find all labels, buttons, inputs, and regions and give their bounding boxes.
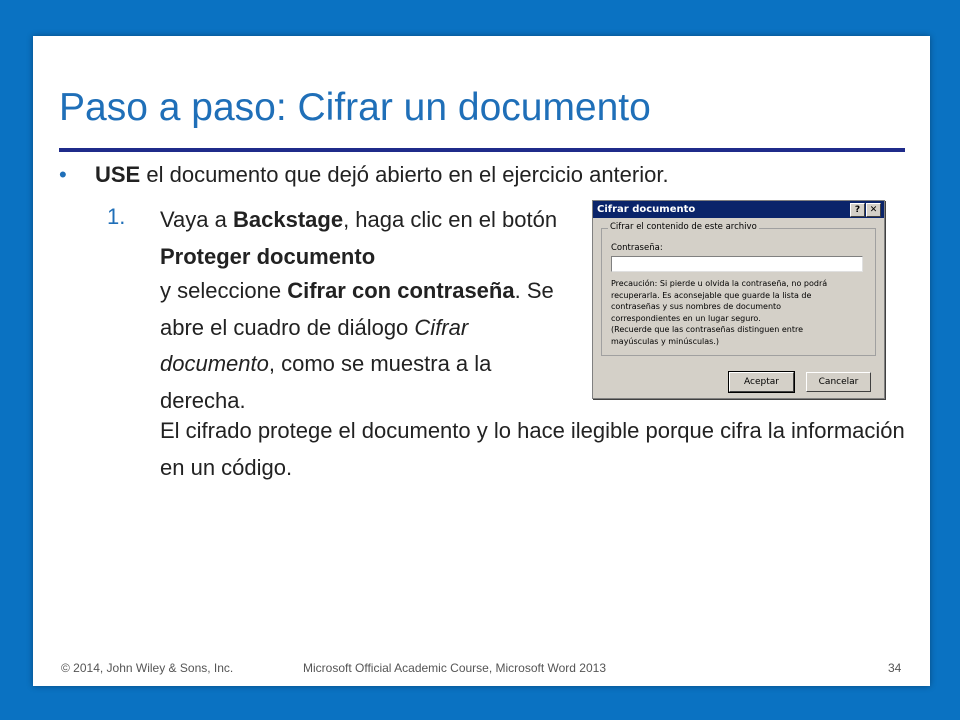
bullet-bold: USE [95, 162, 141, 187]
warning-line: mayúsculas y minúsculas.) [611, 336, 719, 346]
dialog-title: Cifrar documento [597, 204, 696, 215]
step-bold-backstage: Backstage [232, 207, 344, 232]
bullet-marker: • [59, 162, 67, 187]
warning-line: Precaución: Si pierde u olvida la contraseña, no podrá [611, 279, 828, 288]
footer-page-number: 34 [888, 661, 902, 675]
footer-copyright: © 2014, John Wiley & Sons, Inc. [61, 661, 234, 675]
bullet-text: el documento que dejó abierto en el ejercicio anterior. [140, 162, 669, 187]
step-number: 1. [107, 204, 126, 229]
warning-line: correspondientes en un lugar seguro. [611, 313, 761, 323]
close-icon[interactable]: ✕ [866, 203, 881, 217]
warning-line: recuperarla. Es aconsejable que guarde la lista de [611, 290, 812, 300]
warning-line: (Recuerde que las contraseñas distinguen entre [611, 325, 803, 334]
group-label: Cifrar el contenido de este archivo [610, 222, 757, 232]
cancel-button[interactable]: Cancelar [806, 372, 871, 392]
step-text-5: , como se muestra a la derecha. [160, 351, 492, 413]
warning-text [611, 278, 871, 347]
title-divider [59, 148, 905, 152]
dialog-titlebar [593, 201, 884, 218]
encrypt-group [601, 222, 876, 356]
step-italic-dialog: Cifrar documento [160, 314, 469, 376]
help-icon[interactable]: ? [850, 203, 865, 217]
step-text-1: Vaya a [160, 207, 233, 232]
step-text-4: . Se abre el cuadro de diálogo [160, 278, 554, 340]
encrypt-dialog [592, 200, 885, 399]
step-bold-encrypt: Cifrar con contraseña [287, 278, 515, 303]
password-field[interactable] [611, 256, 863, 272]
step-text-3: y seleccione [160, 278, 288, 303]
footer-course: Microsoft Official Academic Course, Microsoft Word 2013 [303, 661, 606, 675]
slide-title: Paso a paso: Cifrar un documento [59, 86, 651, 129]
step-continuation [160, 273, 560, 419]
step-extra-paragraph: El cifrado protege el documento y lo hace ilegible porque cifra la información en un código. [160, 418, 905, 480]
step-text-2: , haga clic en el botón [343, 207, 558, 232]
ok-button[interactable]: Aceptar [729, 372, 794, 392]
step-bold-protect: Proteger documento [160, 243, 376, 269]
step-line [160, 273, 560, 419]
bullet-item [59, 162, 669, 188]
password-label: Contraseña: [611, 243, 663, 253]
warning-line: contraseñas y sus nombres de documento [611, 302, 782, 311]
